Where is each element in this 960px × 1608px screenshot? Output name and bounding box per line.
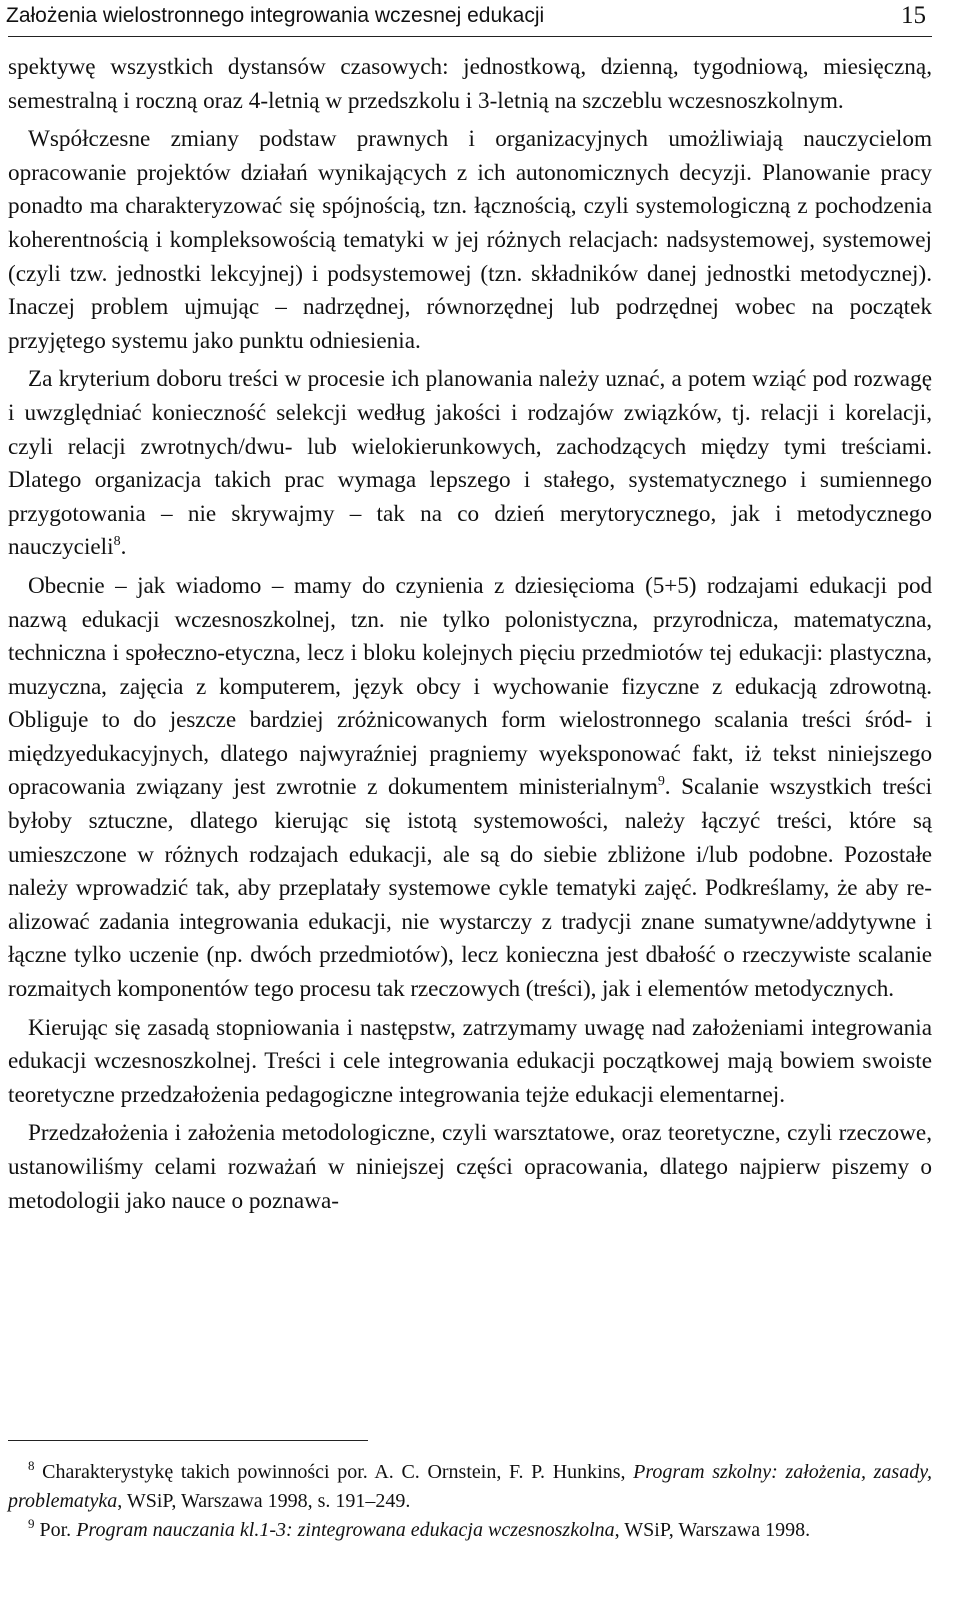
paragraph-text: Kierując się zasadą stopniowania i następstw, zatrzymamy uwagę nad założeniami integrowania edukacji wczesnoszkolnej. Treści i cele integrowania edukacji początkowej mają bowiem swoiste teoretyczne przedzałożenia pedagogiczne integrowania tejże edukacji elementarnej. xyxy=(8,1014,932,1108)
paragraph-continuation xyxy=(8,51,932,118)
paragraph-text: Współczesne zmiany podstaw prawnych i organizacyjnych umożliwiają nauczycielom opracowanie projektów działań wynikających z ich autonomicznych decyzji. Planowanie pracy ponadto ma charakteryzować się spójnością, tzn. łącznością, czyli systemologiczną z pochodzenia koherentnością i kompleksowością tematyki w jej różnych relacjach: nadsystemowej, systemowej (czyli tzw. jednostki lekcyjnej) i podsystemowej (tzn. składników danej jednostki metodycznej). Inaczej problem ujmując – nadrzędnej, równorzędnej lub podrzędnej wobec na początek przyjętego systemu jako punktu odniesienia. xyxy=(8,126,932,354)
footnote-text-after: , WSiP, Warszawa 1998. xyxy=(614,1519,811,1541)
document-page xyxy=(8,0,932,1608)
paragraph-methodological-assumptions xyxy=(8,1117,932,1218)
page-number: 15 xyxy=(901,2,926,29)
footnote-text-after: , WSiP, Warszawa 1998, s. 191–249. xyxy=(117,1490,411,1512)
footnote-text: Por. xyxy=(39,1519,77,1541)
footnote-title: Program nauczania kl.1-3: zintegrowana edukacja wczesnoszkolna xyxy=(76,1519,615,1541)
footnotes xyxy=(8,1458,932,1545)
footnote-ref-8: 8 xyxy=(113,534,121,550)
paragraph-text-after: . xyxy=(120,534,127,561)
body-text xyxy=(8,51,932,1223)
running-header xyxy=(8,0,932,37)
footnote-ref-9: 9 xyxy=(657,774,665,790)
paragraph-text: Przedzałożenia i założenia metodologiczne, czyli warsztatowe, oraz teoretyczne, czyli rzeczowe, ustanowiliśmy celami rozważań w niniejszej części opracowania, dlatego najpierw piszemy o metodologii jako nauce o poznawa- xyxy=(8,1120,932,1214)
footnote-number: 9 xyxy=(28,1516,35,1531)
paragraph-education-types xyxy=(8,570,932,1007)
running-title: Założenia wielostronnego integrowania wczesnej edukacji xyxy=(6,4,545,27)
paragraph-text: Za kryterium doboru treści w procesie ich planowania należy uznać, a potem wziąć pod rozwagę i uwzględniać konieczność selekcji według jakości i rodzajów związków, tj. relacji i korelacji, czyli relacji zwrotnych/dwu- lub wielokierunkowych, zachodzących między tymi treściami. Dlatego organizacja takich prac wymaga lepszego i stałego, systematycznego i sumiennego przygotowania – nie skrywajmy – tak na co dzień merytorycznego, jak i metodycznego nauczycieli xyxy=(8,366,932,561)
paragraph-selection-criteria xyxy=(8,363,932,565)
footnote-title: Program szkolny: założenia, zasady, problematyka xyxy=(8,1461,932,1512)
footnote-separator xyxy=(8,1440,368,1441)
footnote-9 xyxy=(8,1516,932,1545)
paragraph-text: Obecnie – jak wiadomo – mamy do czynienia z dziesięcioma (5+5) rodzajami edukacji pod nazwą edukacji wczesnoszkolnej, tzn. nie tylko polonistyczna, przyrodnicza, matematyczna, techniczna i społeczno-etyczna, lecz i bloku kolejnych pięciu przedmiotów tej edukacji: plastyczna, muzyczna, zajęcia z komputerem, język obcy i wychowanie fizyczne z edukacją zdrowotną. Obliguje to do jeszcze bardziej zróżnicowanych form wielostronnego scalania treści śród- i międzyedukacyjnych, dlatego najwyraźniej pragniemy wyeksponować fakt, iż tekst niniejszego opracowania związany jest zwrotnie z dokumentem ministerialnym xyxy=(8,572,932,801)
paragraph-gradation-principle xyxy=(8,1012,932,1113)
footnote-text: Charakterystykę takich powinności por. A. C. Ornstein, F. P. Hunkins, xyxy=(42,1461,634,1483)
paragraph-legal-changes xyxy=(8,123,932,358)
footnote-8 xyxy=(8,1458,932,1516)
paragraph-text: spektywę wszystkich dystansów czasowych: jednostkową, dzienną, tygodniową, miesięczną, semestralną i roczną oraz 4-letnią w przedszkolu i 3-letnią na szczeblu wczesnoszkolnym. xyxy=(8,54,932,114)
paragraph-text-after: . Scalanie wszystkich treści byłoby sztuczne, dlatego kierując się istotą systemowości, należy łączyć treści, które są umieszczone w różnych rodzajach edukacji, ale są do siebie zbliżone i/lub podobne. Pozostałe należy wprowadzić tak, aby przeplatały systemowe cykle tematyki zajęć. Podkreślamy, że aby realizować zadania integrowania edukacji, nie wystarczy z tradycji znane sumatywne/addytywne i łączne tylko uczenie (np. dwóch przedmiotów), lecz konieczna jest dbałość o rzeczywiste scalanie rozmaitych komponentów tego procesu tak rzeczowych (treści), jak i elementów metodycznych. xyxy=(8,774,933,1003)
footnote-number: 8 xyxy=(28,1458,35,1473)
